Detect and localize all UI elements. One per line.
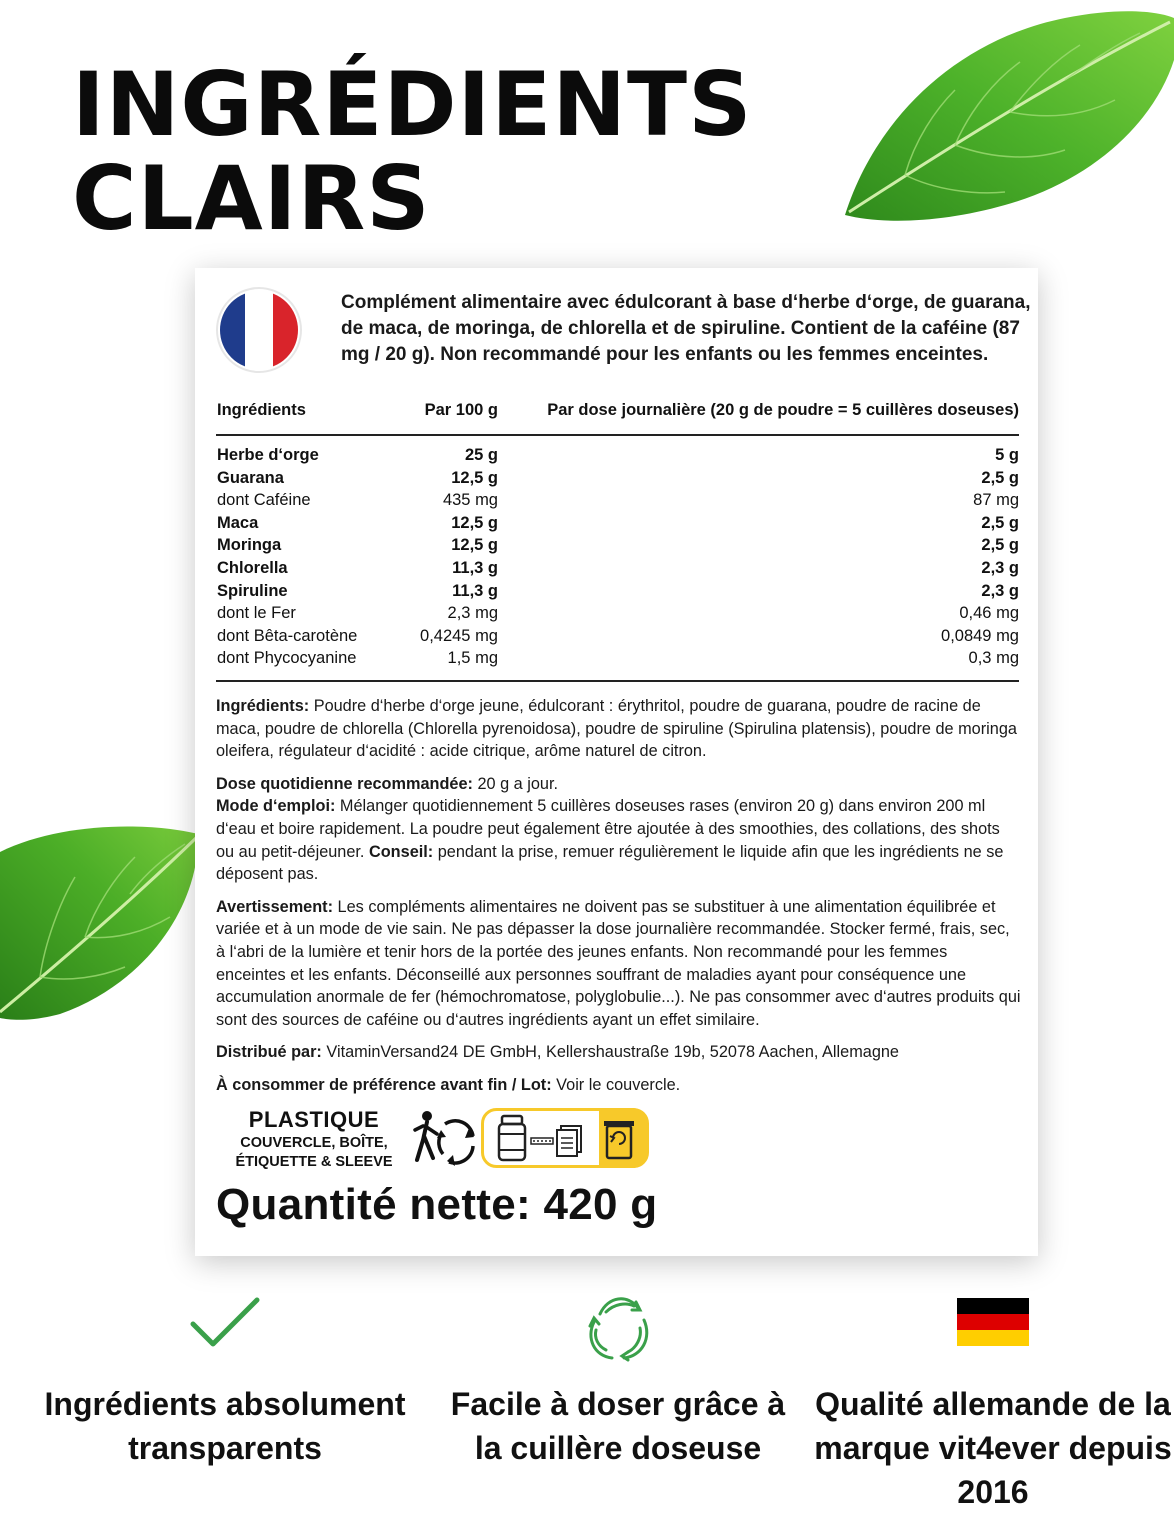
- nutrition-table: [216, 398, 1019, 682]
- row-per-100g: 12,5 g: [451, 468, 498, 487]
- header-ingredients: Ingrédients: [217, 401, 306, 419]
- dose-label: Dose quotidienne recommandée:: [216, 774, 473, 793]
- title-line-1: INGRÉDIENTS: [72, 53, 753, 156]
- feature-dosing: [440, 1292, 796, 1470]
- title-line-2: CLAIRS: [72, 147, 431, 250]
- ingredients-text: Poudre d‘herbe d‘orge jeune, édulcorant : érythritol, poudre de guarana, poudre de racine de maca, poudre de chlorella (Chlorella pyrenoidosa), poudre de spiruline (Spirulina platensis), poudre de moringa oleifera, régulateur d‘acidité : acide citrique, arôme naturel de citron.: [216, 697, 1017, 761]
- german-flag-icon: [957, 1298, 1029, 1346]
- label-texts: [216, 695, 1021, 1107]
- table-row: [216, 444, 1019, 467]
- row-per-100g: 11,3 g: [452, 581, 498, 600]
- usage-paragraph: [216, 795, 1021, 885]
- checkmark-icon: [185, 1292, 265, 1352]
- feature-quality: [812, 1292, 1174, 1514]
- row-ingredient: Moringa: [217, 536, 282, 555]
- row-per-dose: 0,3 mg: [968, 649, 1019, 668]
- leaf-cycle-icon: [578, 1286, 658, 1366]
- header-per-100g: Par 100 g: [424, 401, 498, 419]
- distributor-text: VitaminVersand24 DE GmbH, Kellershaustraße 19b, 52078 Aachen, Allemagne: [321, 1043, 899, 1062]
- feature-text: Qualité allemande de la marque vit4ever depuis 2016: [814, 1386, 1172, 1510]
- row-ingredient: dont Phycocyanine: [217, 649, 357, 668]
- table-row: [216, 580, 1019, 603]
- sorting-info-icon: [481, 1108, 649, 1168]
- row-per-dose: 2,5 g: [981, 536, 1019, 555]
- table-header: [216, 398, 1019, 436]
- row-ingredient: dont Caféine: [217, 491, 311, 510]
- plastic-line-2: ÉTIQUETTE & SLEEVE: [235, 1154, 393, 1170]
- table-body: [216, 436, 1019, 682]
- row-per-100g: 435 mg: [442, 491, 498, 510]
- table-row: [216, 534, 1019, 557]
- warning-text: Les compléments alimentaires ne doivent pas se substituer à une alimentation équilibrée et variée et à un mode de vie sain. Ne pas dépasser la dose journalière recommandée. Stocker fermé, frais, sec, à l‘abri de la lumière et tenir hors de la portée des jeunes enfants. Non recommandé pour les femmes enceintes et les enfants. Déconseillé aux personnes souffrant de maladies ayant pour conséquence une accumulation anormale de fer (hémochromatose, polyglobulie...). Ne pas consommer avec d‘autres produits qui sont des sources de caféine ou d‘autres ingrédients ayant un effet similaire.: [216, 897, 1021, 1029]
- feature-text: Facile à doser grâce à la cuillère doseuse: [450, 1386, 786, 1466]
- plastic-line-1: COUVERCLE, BOÎTE,: [240, 1135, 388, 1151]
- row-per-100g: 12,5 g: [451, 536, 498, 555]
- table-row: [216, 602, 1019, 625]
- plastic-recycling-label: [229, 1106, 399, 1172]
- leaf-image: [835, 0, 1174, 230]
- row-per-dose: 87 mg: [973, 491, 1019, 510]
- row-ingredient: Chlorella: [217, 558, 288, 577]
- net-quantity: Quantité nette: 420 g: [216, 1180, 658, 1229]
- row-ingredient: Maca: [217, 513, 259, 532]
- french-flag-icon: [215, 286, 303, 374]
- table-row: [216, 647, 1019, 670]
- row-ingredient: Spiruline: [217, 581, 288, 600]
- row-per-100g: 0,4245 mg: [420, 626, 498, 645]
- distributor-label: Distribué par:: [216, 1043, 322, 1062]
- best-before-text: Voir le couvercle.: [551, 1075, 681, 1094]
- distributor-paragraph: [216, 1041, 1021, 1064]
- feature-text: Ingrédients absolument transparents: [44, 1386, 406, 1466]
- ingredients-label-card: [195, 268, 1038, 1256]
- row-per-100g: 2,3 mg: [447, 604, 498, 623]
- page-title: [72, 53, 753, 250]
- header-per-dose: Par dose journalière (20 g de poudre = 5 cuillères doseuses): [547, 401, 1019, 419]
- ingredients-paragraph: [216, 695, 1021, 763]
- feature-transparent: [40, 1292, 410, 1470]
- row-ingredient: Guarana: [217, 468, 284, 487]
- row-per-dose: 2,5 g: [981, 513, 1019, 532]
- row-per-dose: 0,46 mg: [959, 604, 1019, 623]
- table-row: [216, 512, 1019, 535]
- best-before-label: À consommer de préférence avant fin / Lot:: [216, 1075, 552, 1094]
- row-per-100g: 25 g: [464, 446, 498, 464]
- tip-label: Conseil:: [368, 842, 434, 861]
- row-per-dose: 5 g: [995, 446, 1019, 464]
- tip-text: pendant la prise, remuer régulièrement le liquide afin que les ingrédients ne se déposent pas.: [216, 842, 1004, 884]
- ingredients-label: Ingrédients:: [216, 697, 310, 715]
- table-row: [216, 557, 1019, 580]
- table-row: [216, 625, 1019, 648]
- table-row: [216, 489, 1019, 512]
- usage-label: Mode d‘emploi:: [216, 797, 336, 816]
- dose-text: 20 g a jour.: [472, 774, 559, 793]
- row-per-dose: 2,3 g: [981, 558, 1019, 577]
- triman-recycling-icon: [409, 1106, 479, 1170]
- row-per-dose: 0,0849 mg: [941, 626, 1019, 645]
- row-per-dose: 2,5 g: [981, 468, 1019, 487]
- dose-paragraph: [216, 773, 1021, 796]
- best-before-paragraph: [216, 1074, 1021, 1097]
- usage-text: Mélanger quotidiennement 5 cuillères doseuses rases (environ 20 g) dans environ 200 ml d‘eau et boire rapidement. La poudre peut également être ajoutée à des smoothies, des collations, des shots ou au petit-déjeuner.: [216, 797, 1000, 861]
- product-description: Complément alimentaire avec édulcorant à base d‘herbe d‘orge, de guarana, de maca, de moringa, de chlorella et de spiruline. Contient de la caféine (87 mg / 20 g). Non recommandé pour les enfants ou les femmes enceintes.: [341, 292, 1031, 365]
- leaf-image: [0, 822, 200, 1022]
- plastic-title: PLASTIQUE: [248, 1107, 380, 1132]
- table-row: [216, 467, 1019, 490]
- row-ingredient: dont Bêta-carotène: [217, 626, 358, 645]
- row-per-dose: 2,3 g: [981, 581, 1019, 600]
- warning-label: Avertissement:: [216, 897, 334, 916]
- row-per-100g: 1,5 mg: [447, 649, 498, 668]
- row-per-100g: 12,5 g: [451, 513, 498, 532]
- row-ingredient: dont le Fer: [217, 604, 296, 623]
- row-per-100g: 11,3 g: [452, 558, 498, 577]
- warning-paragraph: [216, 896, 1021, 1032]
- row-ingredient: Herbe d‘orge: [217, 446, 319, 464]
